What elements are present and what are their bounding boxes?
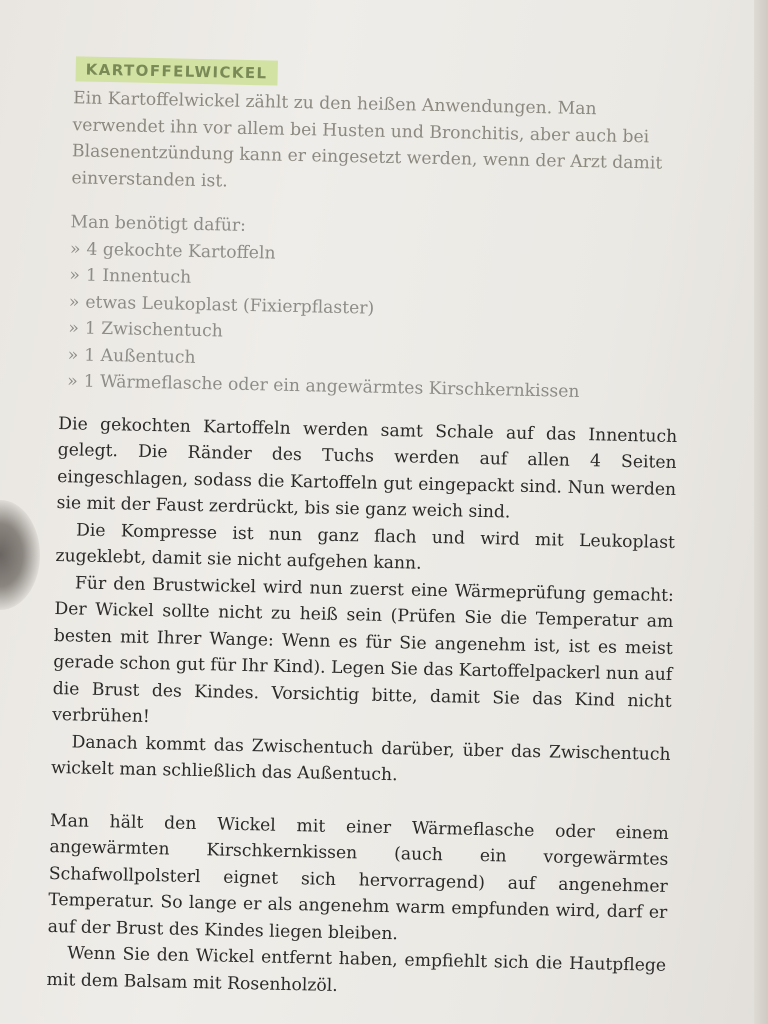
section-heading: KARTOFFELWICKEL (75, 56, 277, 85)
list-item-text: 1 Innentuch (85, 265, 192, 288)
page-edge (754, 0, 768, 1024)
needs-list (67, 236, 681, 408)
paragraph-aftercare: Wenn Sie den Wickel entfernt haben, empfiehlt sich die Hautpflege mit dem Balsam mit Rosenholzöl. (46, 943, 667, 996)
paragraph-heat-test: Für den Brustwickel wird nun zuerst eine Wärmeprüfung gemacht: Der Wickel sollte nicht zu heiß sein (Prüfen Sie die Temperatur am besten mit Ihrer Wange: Wenn es für Sie angenehm ist, ist es meist gerade schon gut für Ihr Kind). Legen Sie das Kartoffelpackerl nun auf die Brust des Kindes. Vorsichtig bitte, damit Sie das Kind nicht verbrühen! (51, 572, 675, 728)
list-marker: » (66, 371, 78, 392)
list-item-text: 4 gekochte Kartoffeln (86, 239, 276, 264)
paragraph-preparation: Die gekochten Kartoffeln werden samt Schale auf das Innentuch gelegt. Die Ränder des Tuchs werden auf allen 4 Seiten eingeschlagen, sodass die Kartoffeln gut eingepackt sind. Nun werden sie mit der Faust zerdrückt, bis sie ganz weich sind. (56, 413, 678, 523)
list-item-text: etwas Leukoplast (Fixierpflaster) (85, 292, 375, 319)
instructions (46, 411, 677, 1006)
list-marker: » (69, 265, 81, 286)
list-marker: » (68, 291, 80, 312)
paragraph-compress: Die Kompresse ist nun ganz flach und wird mit Leukoplast zugeklebt, damit sie nicht aufgehen kann. (55, 519, 676, 574)
page-content (40, 56, 684, 1006)
list-marker: » (68, 318, 80, 339)
needs-title: Man benötigt dafür: (70, 212, 247, 236)
list-marker: » (67, 344, 79, 365)
paragraph-wrapping: Danach kommt das Zwischentuch darüber, über das Zwischentuch wickelt man schließlich das Außentuch. (50, 731, 671, 786)
intro-paragraph: Ein Kartoffelwickel zählt zu den heißen Anwendungen. Man verwendet ihn vor allem bei Husten und Bronchitis, aber auch bei Blasenentzündung kann er eingesetzt werden, wenn der Arzt damit einverstanden ist. (71, 88, 663, 192)
list-item-text: 1 Zwischentuch (84, 318, 223, 342)
list-marker: » (69, 238, 81, 259)
list-item-text: 1 Wärmeflasche oder ein angewärmtes Kirschkernkissen (83, 371, 580, 402)
paragraph-keep-warm: Man hält den Wickel mit einer Wärmeflasche oder einem angewärmten Kirschkernkissen (auch ein vorgewärmtes Schafwollpolsterl eignet sich hervorragend) auf angenehmer Temperatur. So lange er als angenehm warm empfunden wird, darf er auf der Brust des Kindes liegen bleiben. (47, 810, 670, 944)
list-item-text: 1 Außentuch (84, 345, 196, 368)
finger-shadow (0, 500, 40, 610)
